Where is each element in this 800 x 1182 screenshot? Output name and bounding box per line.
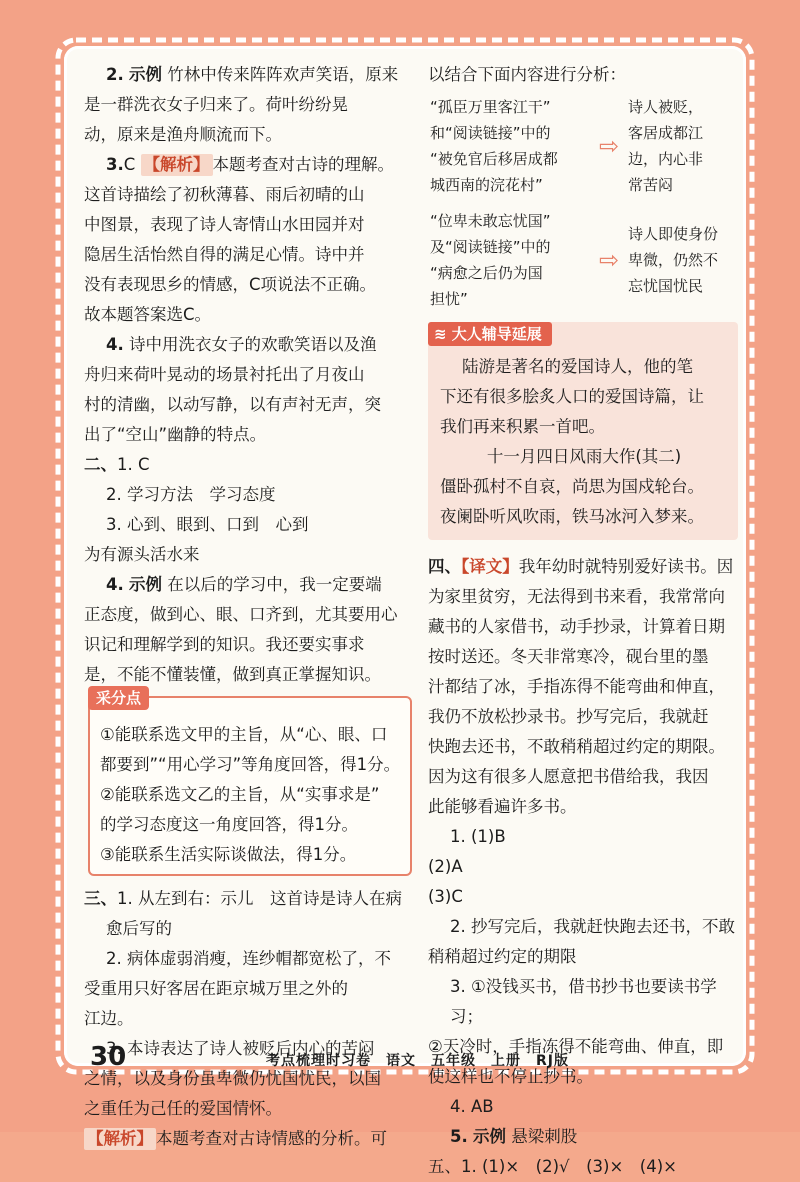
sec4-line-1: 为家里贫穷，无法得到书来看，我常常向	[428, 587, 725, 606]
score-line-4: ③能联系生活实际谈做法，得1分。	[100, 845, 357, 864]
sec4-line-0: 四、【译文】我年幼时就特别爱好读书。因	[428, 557, 734, 576]
flow1-left-1: 和“阅读链接”中的	[430, 124, 551, 142]
translation-tag: 【译文】	[461, 557, 519, 576]
arrow-icon: ⇨	[598, 246, 620, 274]
sec2-a4-line-0: 4. 示例 在以后的学习中，我一定要端	[106, 575, 382, 594]
flow1-right-1: 客居成都江	[628, 124, 704, 142]
q3-line-4: 没有表现思乡的情感，C项说法不正确。	[84, 275, 377, 294]
flow1-left-2: “被免官后移居成都	[430, 150, 558, 168]
sec2-a4-line-3: 是，不能不懂装懂，做到真正掌握知识。	[84, 665, 381, 684]
sec4-line-8: 此能够看遍许多书。	[428, 797, 577, 816]
sec3-a1-line-1: 愈后写的	[106, 919, 172, 938]
sec4-a3-1: ②天冷时，手指冻得不能弯曲、伸直，即	[428, 1037, 724, 1056]
sec4-line-5: 我仍不放松抄录书。抄写完后，我就赶	[428, 707, 709, 726]
score-line-2: ②能联系选文乙的主旨，从“实事求是”	[100, 785, 380, 804]
q3-line-2: 中图景，表现了诗人寄情山水田园并对	[84, 215, 365, 234]
page-number: 30	[90, 1042, 127, 1072]
adult-line-1: 下还有很多脍炙人口的爱国诗篇，让	[440, 387, 704, 406]
q4-line-0: 4. 诗中用洗衣女子的欢歌笑语以及渔	[106, 335, 377, 354]
flow1-left-0: “孤臣万里客江干”	[430, 98, 551, 116]
sec4-a2-1: 稍稍超过约定的期限	[428, 947, 577, 966]
poem-line-1: 夜阑卧听风吹雨，铁马冰河入梦来。	[440, 507, 704, 526]
sec2-a1: 二、1. C	[84, 455, 150, 474]
sec2-a4-line-1: 正态度，做到心、眼、口齐到，尤其要用心	[84, 605, 398, 624]
score-line-0: ①能联系选文甲的主旨，从“心、眼、口	[100, 725, 388, 744]
sec3-a2-line-2: 江边。	[84, 1009, 134, 1028]
analysis-intro: 以结合下面内容进行分析：	[428, 65, 626, 84]
arrow-icon: ⇨	[598, 132, 620, 160]
analysis-tag: 【解析】	[141, 154, 213, 176]
flow2-left-2: “病愈之后仍为国	[430, 264, 543, 282]
sec4-line-4: 汁都结了冰，手指冻得不能弯曲和伸直，	[428, 677, 725, 696]
footer-text: 考点梳理时习卷 语文 五年级 上册 RJ版	[266, 1053, 569, 1069]
flow2-left-3: 担忧”	[430, 290, 468, 308]
q4-line-2: 村的清幽，以动写静，以有声衬无声，突	[84, 395, 381, 414]
adult-line-2: 我们再来积累一首吧。	[440, 417, 605, 436]
adult-guidance-box	[428, 322, 738, 540]
sec4-line-7: 因为这有很多人愿意把书借给我，我因	[428, 767, 709, 786]
sec2-a4-line-2: 识记和理解学到的知识。我还要实事求	[84, 635, 365, 654]
flow1-left-3: 城西南的浣花村”	[430, 176, 543, 194]
sec2-a2: 2. 学习方法 学习态度	[106, 485, 276, 504]
sec3-a3-line-0: 3. 本诗表达了诗人被贬后内心的苦闷	[106, 1039, 375, 1058]
q3-line-1: 这首诗描绘了初秋薄暮、雨后初晴的山	[84, 185, 365, 204]
sec4-a4: 4. AB	[450, 1097, 494, 1116]
sec4-a2-0: 2. 抄写完后，我就赶快跑去还书，不敢	[450, 917, 735, 936]
sec4-a5: 5. 示例 悬梁刺股	[450, 1127, 578, 1146]
sec3-a1-line-0: 三、1. 从左到右：示儿 这首诗是诗人在病	[84, 889, 402, 908]
flow2-right-1: 卑微，仍然不	[628, 251, 719, 269]
sec4-a1-2: (3)C	[428, 887, 463, 906]
sec4-line-2: 藏书的人家借书，动手抄录，计算着日期	[428, 617, 725, 636]
sec4-a1-1: (2)A	[428, 857, 463, 876]
flow1-right-2: 边，内心非	[628, 150, 704, 168]
q3-line-3: 隐居生活怡然自得的满足心情。诗中并	[84, 245, 365, 264]
sec3-a2-line-1: 受重用只好客居在距京城万里之外的	[84, 979, 348, 998]
sec2-a3a: 3. 心到、眼到、口到 心到	[106, 515, 309, 534]
q2-line-0: 2. 示例 竹林中传来阵阵欢声笑语，原来	[106, 65, 399, 84]
q3-line-5: 故本题答案选C。	[84, 305, 212, 324]
flow2-left-0: “位卑未敢忘忧国”	[430, 212, 551, 230]
sec3-a3-line-1: 之情，以及身份虽卑微仍忧国忧民，以国	[84, 1069, 381, 1088]
scoring-points-box	[88, 689, 412, 876]
flow1-right-0: 诗人被贬，	[628, 98, 704, 116]
sec4-a3-2: 使这样也不停止抄书。	[428, 1067, 593, 1086]
q4-line-3: 出了“空山”幽静的特点。	[84, 425, 267, 444]
q2-line-2: 动，原来是渔舟顺流而下。	[84, 125, 282, 144]
adult-guidance-title: ≋ 大人辅导延展	[428, 322, 552, 346]
flow2-right-0: 诗人即使身份	[628, 225, 719, 243]
flow2-right-2: 忘忧国忧民	[628, 277, 704, 295]
q4-line-1: 舟归来荷叶晃动的场景衬托出了月夜山	[84, 365, 365, 384]
flow1-right-3: 常苦闷	[628, 176, 674, 194]
sec5-a1: 五、1. (1)× (2)√ (3)× (4)×	[428, 1157, 677, 1176]
flow-diagram-1	[430, 94, 738, 198]
sec3-analysis: 【解析】 本题考查对古诗情感的分析。可	[84, 1124, 412, 1154]
flow2-left-1: 及“阅读链接”中的	[430, 238, 551, 256]
score-line-3: 的学习态度这一角度回答，得1分。	[100, 815, 358, 834]
sec4-line-6: 快跑去还书，不敢稍稍超过约定的期限。	[428, 737, 725, 756]
wave-icon: ≋	[434, 325, 452, 343]
sec3-a3-line-2: 之重任为己任的爱国情怀。	[84, 1099, 282, 1118]
sec4-a3-0: 3. ①没钱买书，借书抄书也要读书学习；	[450, 977, 717, 1026]
poem-title: 十一月四日风雨大作(其二)	[486, 447, 682, 466]
sec4-a1-0: 1. (1)B	[450, 827, 506, 846]
sec4-line-3: 按时送还。冬天非常寒冷，砚台里的墨	[428, 647, 709, 666]
q3-line-0: 3.C 【解析】 本题考查对古诗的理解。	[106, 155, 395, 174]
sec3-a2-line-0: 2. 病体虚弱消瘦，连纱帽都宽松了，不	[106, 949, 391, 968]
q2-line-1: 是一群洗衣女子归来了。荷叶纷纷晃	[84, 95, 348, 114]
right-column	[428, 60, 738, 1182]
adult-line-0: 陆游是著名的爱国诗人，他的笔	[462, 357, 693, 376]
poem-line-0: 僵卧孤村不自哀，尚思为国戍轮台。	[440, 477, 704, 496]
scoring-points-title: 采分点	[88, 686, 149, 710]
score-line-1: 都要到”“用心学习”等角度回答，得1分。	[100, 755, 401, 774]
flow-diagram-2	[430, 208, 738, 312]
left-column	[84, 60, 412, 1154]
sec2-a3b: 为有源头活水来	[84, 545, 200, 564]
